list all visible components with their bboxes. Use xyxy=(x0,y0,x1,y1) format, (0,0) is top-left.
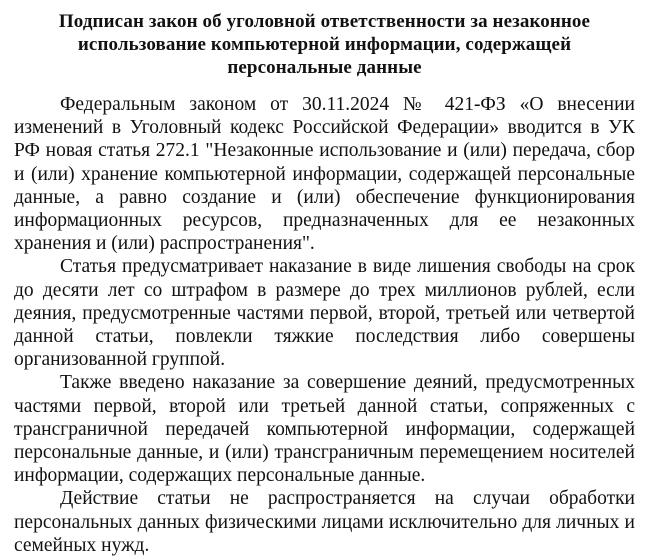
paragraph-personal-use-exception: Действие статьи не распространяется на случаи обработки персональных данных физическими лицами исключительно для личных и семейных нужд. xyxy=(14,488,635,556)
paragraph-law-introduction: Федеральным законом от 30.11.2024 № 421-ФЗ «О внесении изменений в Уголовный кодекс Российской Федерации» вводится в УК РФ новая статья 272.1 "Незаконные использование и (или) передача, сбор и (или) хранение компьютерной информации, содержащей персональные данные, а равно создание и (или) обеспечение функционирования информационных ресурсов, предназначенных для ее незаконных хранения и (или) распространения". xyxy=(14,94,635,255)
paragraph-cross-border-penalty: Также введено наказание за совершение деяний, предусмотренных частями первой, второй или третьей данной статьи, сопряженных с трансграничной передачей компьютерной информации, содержащей персональные данные, и (или) трансграничным перемещением носителей информации, содержащих персональные данные. xyxy=(14,372,635,487)
paragraph-penalty-imprisonment: Статья предусматривает наказание в виде лишения свободы на срок до десяти лет со штрафом в размере до трех миллионов рублей, если деяния, предусмотренные частями первой, второй, третьей или четвертой данной статьи, повлекли тяжкие последствия либо совершены организованной группой. xyxy=(14,256,635,371)
document-title: Подписан закон об уголовной ответственности за незаконное использование компьютерной информации, содержащей персональные данные xyxy=(58,11,591,78)
document-body xyxy=(14,93,635,557)
